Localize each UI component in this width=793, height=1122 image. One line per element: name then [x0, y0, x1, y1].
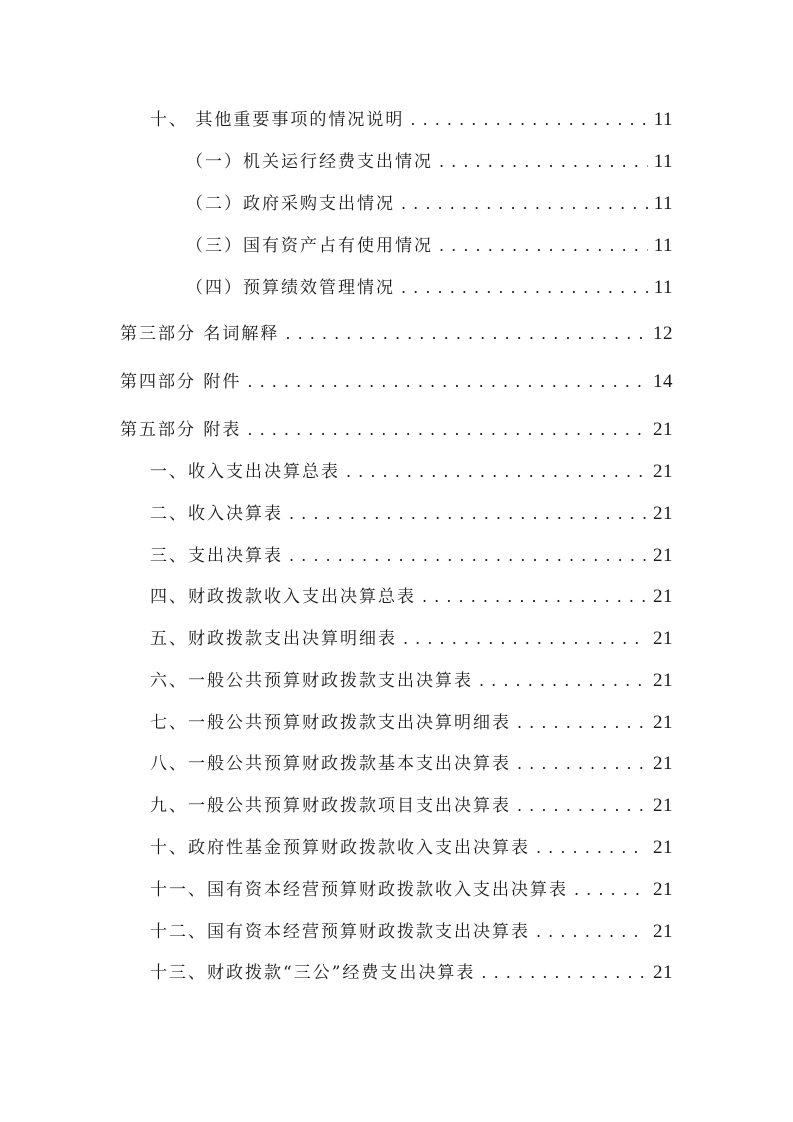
toc-entry-title: 八、一般公共预算财政拨款基本支出决算表: [150, 754, 511, 774]
dot-leader: [574, 880, 647, 900]
toc-entry-page-number: 21: [653, 461, 673, 482]
toc-entry-page-number: 21: [653, 712, 673, 733]
toc-entry-page-number: 21: [653, 586, 673, 607]
dot-leader: [346, 462, 647, 482]
toc-entry-table-1[interactable]: [150, 452, 673, 482]
toc-entry-title: 三、支出决算表: [150, 546, 283, 566]
toc-entry-title: 十二、国有资本经营预算财政拨款支出决算表: [150, 922, 530, 942]
toc-entry-title: 四、财政拨款收入支出决算总表: [150, 587, 416, 607]
toc-entry-table-8[interactable]: [150, 744, 673, 774]
toc-entry-table-3[interactable]: [150, 536, 673, 566]
toc-entry-title: 六、一般公共预算财政拨款支出决算表: [150, 671, 473, 691]
dot-leader: [247, 420, 647, 440]
toc-entry-table-6[interactable]: [150, 661, 673, 691]
dot-leader: [481, 963, 647, 983]
toc-entry-table-9[interactable]: [150, 786, 673, 816]
toc-entry-page-number: 21: [653, 419, 673, 440]
dot-leader: [247, 372, 647, 392]
dot-leader: [401, 194, 648, 214]
toc-entry-title: 十一、国有资本经营预算财政拨款收入支出决算表: [150, 880, 568, 900]
toc-entry-table-5[interactable]: [150, 619, 673, 649]
toc-entry-part-five[interactable]: [120, 410, 673, 440]
toc-entry-table-10[interactable]: [150, 828, 673, 858]
toc-entry-page-number: 21: [653, 753, 673, 774]
toc-entry-title: 十三、财政拨款“三公”经费支出决算表: [150, 963, 476, 983]
toc-entry-table-4[interactable]: [150, 577, 673, 607]
toc-entry-page-number: 11: [653, 109, 673, 130]
dot-leader: [401, 278, 648, 298]
toc-entry-title: 十、 其他重要事项的情况说明: [150, 110, 405, 130]
toc-entry-budget-performance[interactable]: [186, 268, 673, 298]
dot-leader: [536, 838, 647, 858]
toc-entry-state-assets[interactable]: [186, 226, 673, 256]
dot-leader: [422, 587, 647, 607]
dot-leader: [536, 922, 647, 942]
toc-entry-table-2[interactable]: [150, 494, 673, 524]
dot-leader: [439, 152, 648, 172]
toc-entry-title: 五、财政拨款支出决算明细表: [150, 629, 397, 649]
toc-entry-page-number: 21: [653, 503, 673, 524]
toc-entry-page-number: 21: [653, 879, 673, 900]
toc-entry-table-7[interactable]: [150, 703, 673, 733]
toc-entry-title: 二、收入决算表: [150, 504, 283, 524]
toc-entry-part-four[interactable]: [120, 362, 673, 392]
toc-entry-title: （一）机关运行经费支出情况: [186, 152, 433, 172]
dot-leader: [289, 546, 647, 566]
dot-leader: [517, 796, 647, 816]
toc-entry-title: 十、政府性基金预算财政拨款收入支出决算表: [150, 838, 530, 858]
toc-entry-title: 九、一般公共预算财政拨款项目支出决算表: [150, 796, 511, 816]
toc-entry-title: 七、一般公共预算财政拨款支出决算明细表: [150, 713, 511, 733]
toc-entry-government-procurement[interactable]: [186, 184, 673, 214]
toc-entry-page-number: 11: [653, 277, 673, 298]
dot-leader: [410, 110, 647, 130]
dot-leader: [285, 324, 647, 344]
toc-entry-agency-operating-expenses[interactable]: [186, 142, 673, 172]
toc-entry-title: 第五部分 附表: [120, 420, 242, 440]
toc-entry-page-number: 21: [653, 837, 673, 858]
toc-entry-page-number: 21: [653, 921, 673, 942]
toc-entry-title: （四）预算绩效管理情况: [186, 278, 395, 298]
dot-leader: [289, 504, 647, 524]
toc-entry-page-number: 11: [653, 193, 673, 214]
toc-entry-table-13[interactable]: [150, 953, 673, 983]
toc-entry-page-number: 11: [653, 235, 673, 256]
dot-leader: [403, 629, 647, 649]
dot-leader: [517, 713, 647, 733]
toc-entry-other-important-matters[interactable]: [150, 100, 673, 130]
dot-leader: [517, 754, 647, 774]
toc-entry-page-number: 21: [653, 795, 673, 816]
toc-entry-table-11[interactable]: [150, 870, 673, 900]
toc-entry-page-number: 21: [653, 628, 673, 649]
toc-entry-title: 第三部分 名词解释: [120, 324, 280, 344]
toc-entry-page-number: 14: [653, 371, 673, 392]
toc-entry-page-number: 21: [653, 962, 673, 983]
toc-entry-page-number: 21: [653, 545, 673, 566]
toc-entry-table-12[interactable]: [150, 912, 673, 942]
dot-leader: [439, 236, 648, 256]
toc-entry-title: （二）政府采购支出情况: [186, 194, 395, 214]
toc-entry-title: （三）国有资产占有使用情况: [186, 236, 433, 256]
toc-entry-page-number: 11: [653, 151, 673, 172]
toc-entry-page-number: 12: [653, 323, 673, 344]
toc-entry-page-number: 21: [653, 670, 673, 691]
toc-entry-title: 一、收入支出决算总表: [150, 462, 340, 482]
toc-entry-part-three[interactable]: [120, 314, 673, 344]
dot-leader: [479, 671, 647, 691]
toc-entry-title: 第四部分 附件: [120, 372, 242, 392]
